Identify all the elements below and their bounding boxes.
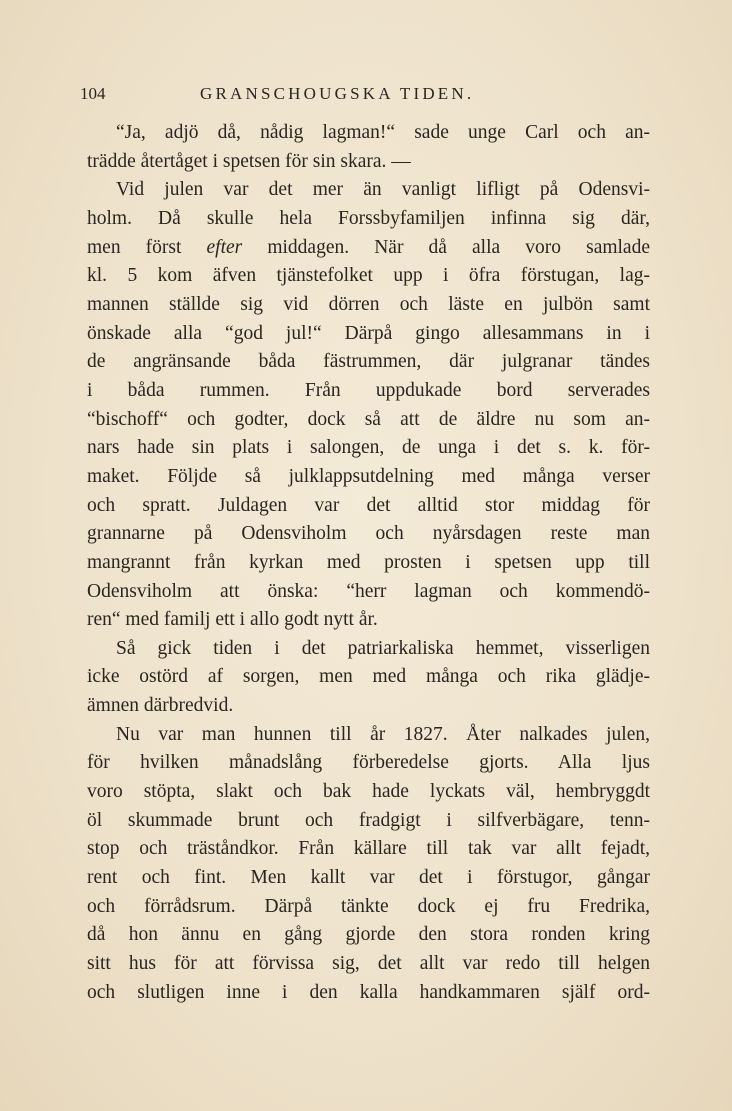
text-line: och spratt. Juldagen var det alltid stor middag för: [87, 494, 650, 516]
text-line: kl. 5 kom äfven tjänstefolket upp i öfra förstugan, lag-: [87, 265, 650, 287]
text-line: då hon ännu en gång gjorde den stora ronden kring: [87, 924, 650, 946]
text-line: mangrannt från kyrkan med prosten i spetsen upp till: [87, 551, 650, 573]
text-line: stop och träståndkor. Från källare till tak var allt fejadt,: [87, 838, 650, 860]
text-line: i båda rummen. Från uppdukade bord serverades: [87, 379, 650, 401]
body-text: [87, 119, 650, 1007]
text-line: för hvilken månadslång förberedelse gjorts. Alla ljus: [87, 752, 650, 774]
text-span: men först: [87, 236, 182, 258]
page-header: [80, 82, 660, 106]
text-line: “Ja, adjö då, nådig lagman!“ sade unge Carl och an-: [116, 122, 650, 143]
text-line: holm. Då skulle hela Forssbyfamiljen infinna sig där,: [87, 207, 650, 229]
text-line: Nu var man hunnen till år 1827. Åter nalkades julen,: [116, 723, 650, 745]
emphasis-text: efter: [206, 236, 243, 258]
text-line: Så gick tiden i det patriarkaliska hemmet, visserligen: [116, 637, 650, 659]
text-line: ämnen därbredvid.: [87, 695, 234, 717]
text-line: de angränsande båda fästrummen, där julgranar tändes: [87, 351, 650, 373]
page-number: 104: [80, 84, 106, 103]
text-line: önskade alla “god jul!“ Därpå gingo allesammans in i: [87, 322, 650, 344]
text-line: mannen ställde sig vid dörren och läste en julbön samt: [87, 293, 650, 315]
text-line: [87, 234, 650, 263]
text-line: maket. Följde så julklappsutdelning med många verser: [87, 465, 650, 487]
text-line: grannarne på Odensviholm och nyårsdagen reste man: [87, 523, 650, 545]
text-line: trädde återtåget i spetsen för sin skara. —: [87, 150, 411, 172]
text-line: “bischoff“ och godter, dock så att de äldre nu som an-: [87, 408, 650, 430]
running-title: GRANSCHOUGSKA TIDEN.: [200, 84, 475, 103]
text-line: icke ostörd af sorgen, men med många och rika glädje-: [87, 666, 650, 688]
text-line: och slutligen inne i den kalla handkammaren själf ord-: [87, 981, 650, 1003]
text-line: Vid julen var det mer än vanligt lifligt på Odensvi-: [116, 179, 650, 201]
text-line: nars hade sin plats i salongen, de unga i det s. k. för-: [87, 437, 650, 459]
text-line: voro stöpta, slakt och bak hade lyckats väl, hembryggdt: [87, 781, 650, 803]
text-line: rent och fint. Men kallt var det i förstugor, gångar: [87, 867, 650, 889]
text-span: middagen. När då alla voro samlade: [267, 236, 650, 258]
text-line: ren“ med familj ett i allo godt nytt år.: [87, 609, 378, 631]
text-line: Odensviholm att önska: “herr lagman och kommendö-: [87, 580, 650, 602]
text-line: öl skummade brunt och fradgigt i silfverbägare, tenn-: [87, 809, 650, 831]
text-line: sitt hus för att förvissa sig, det allt var redo till helgen: [87, 953, 650, 975]
text-line: och förrådsrum. Därpå tänkte dock ej fru Fredrika,: [87, 895, 650, 917]
